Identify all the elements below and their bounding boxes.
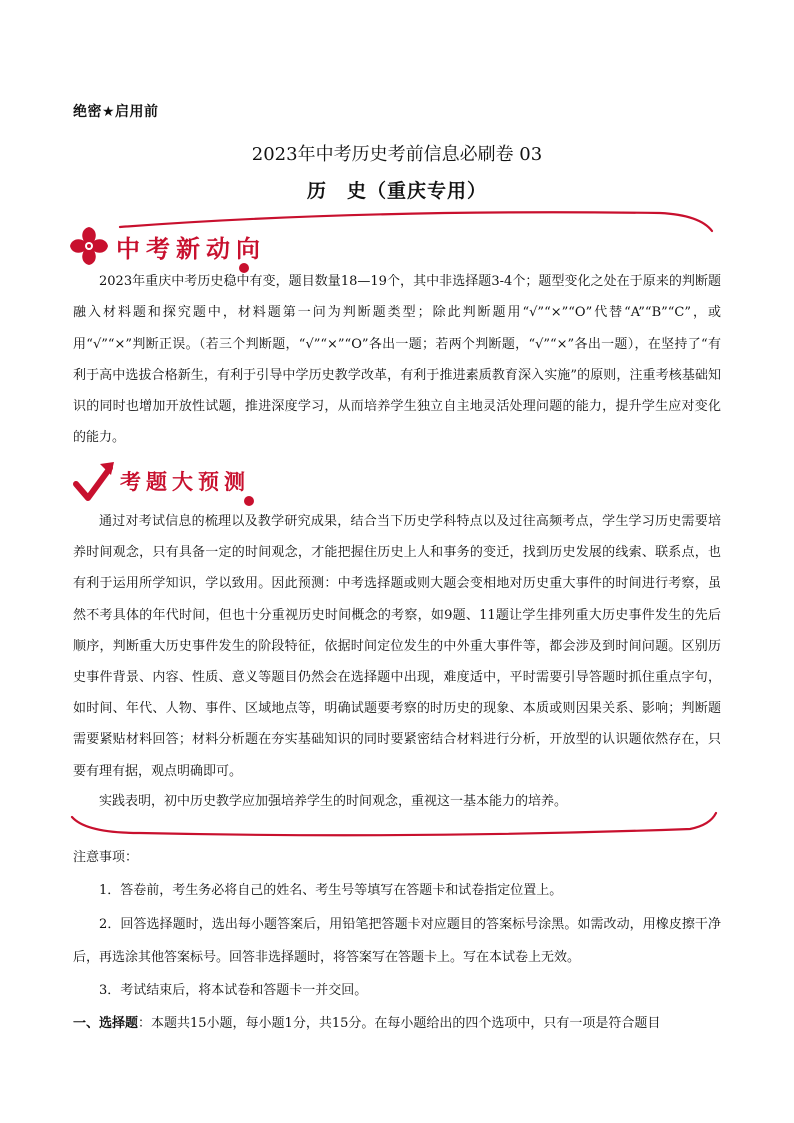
- page-title: 2023年中考历史考前信息必刷卷 03: [251, 144, 543, 165]
- secret-label: 绝密★启用前: [73, 104, 159, 120]
- trends-heading: 中考新动向: [116, 235, 266, 263]
- forecast-paragraph-1: 通过对考试信息的梳理以及教学研究成果，结合当下历史学科特点以及过往高频考点，学生学习历史需要培养时间观念，只有具备一定的时间观念，才能把握住历史上人和事务的变迁，找到历史发展的线索、联系点，也有利于运用所学知识，学以致用。因此预测：中考选择题或则大题会变相地对历史重大事件的时间进行考察，虽然不考具体的年代时间，但也十分重视历史时间概念的考察，如9题、11题让学生排列重大历史事件发生的先后顺序，判断重大历史事件发生的阶段特征，依据时间定位发生的中外重大事件等，都会涉及到时间问题。区别历史事件背景、内容、性质、意义等题目仍然会在选择题中出现，难度适中，平时需要引导答题时抓住重点字句，如时间、年代、人物、事件、区域地点等，明确试题要考察的时历史的现象、本质或则因果关系、影响；判断题需要紧贴材料回答；材料分析题在夯实基础知识的同时要紧密结合材料进行分析，开放型的认识题依然存在，只要有理有据，观点明确即可。: [73, 514, 721, 779]
- note-item-1: 1．答卷前，考生务必将自己的姓名、考生号等填写在答题卡和试卷指定位置上。: [99, 883, 563, 898]
- section-one: [73, 1008, 728, 1039]
- forecast-paragraph-2: 实践表明，初中历史教学应加强培养学生的时间观念，重视这一基本能力的培养。: [99, 794, 568, 809]
- check-arrow-icon: [70, 458, 116, 504]
- forecast-heading: 考题大预测: [120, 470, 250, 494]
- notes-title: 注意事项：: [73, 850, 139, 865]
- note-item-3: 3．考试结束后，将本试卷和答题卡一并交回。: [99, 983, 368, 998]
- section-one-label: 一、选择题: [73, 1016, 139, 1031]
- flower-icon: [66, 223, 112, 269]
- section-one-text: ：本题共15小题，每小题1分，共15分。在每小题给出的四个选项中，只有一项是符合题目: [138, 1016, 661, 1031]
- note-item-2: 2．回答选择题时，选出每小题答案后，用铅笔把答题卡对应题目的答案标号涂黑。如需改动，用橡皮擦干净后，再选涂其他答案标号。回答非选择题时，将答案写在答题卡上。写在本试卷上无效。: [73, 917, 721, 965]
- page-subtitle: 历 史（重庆专用）: [306, 180, 487, 202]
- trends-paragraph: 2023年重庆中考历史稳中有变，题目数量18—19个，其中非选择题3-4个；题型变化之处在于原来的判断题融入材料题和探究题中，材料题第一问为判断题类型；除此判断题用“√”“×”“O”代替“A”“B”“C”，或用“√”“×”判断正误。（若三个判断题，“√”“×”“O”各出一题；若两个判断题，“√”“×”各出一题），在坚持了“有利于高中选拔合格新生，有利于引导中学历史教学改革，有利于推进素质教育深入实施”的原则，注重考核基础知识的同时也增加开放性试题，推进深度学习，从而培养学生独立自主地灵活处理问题的能力，提升学生应对变化的能力。: [73, 274, 721, 446]
